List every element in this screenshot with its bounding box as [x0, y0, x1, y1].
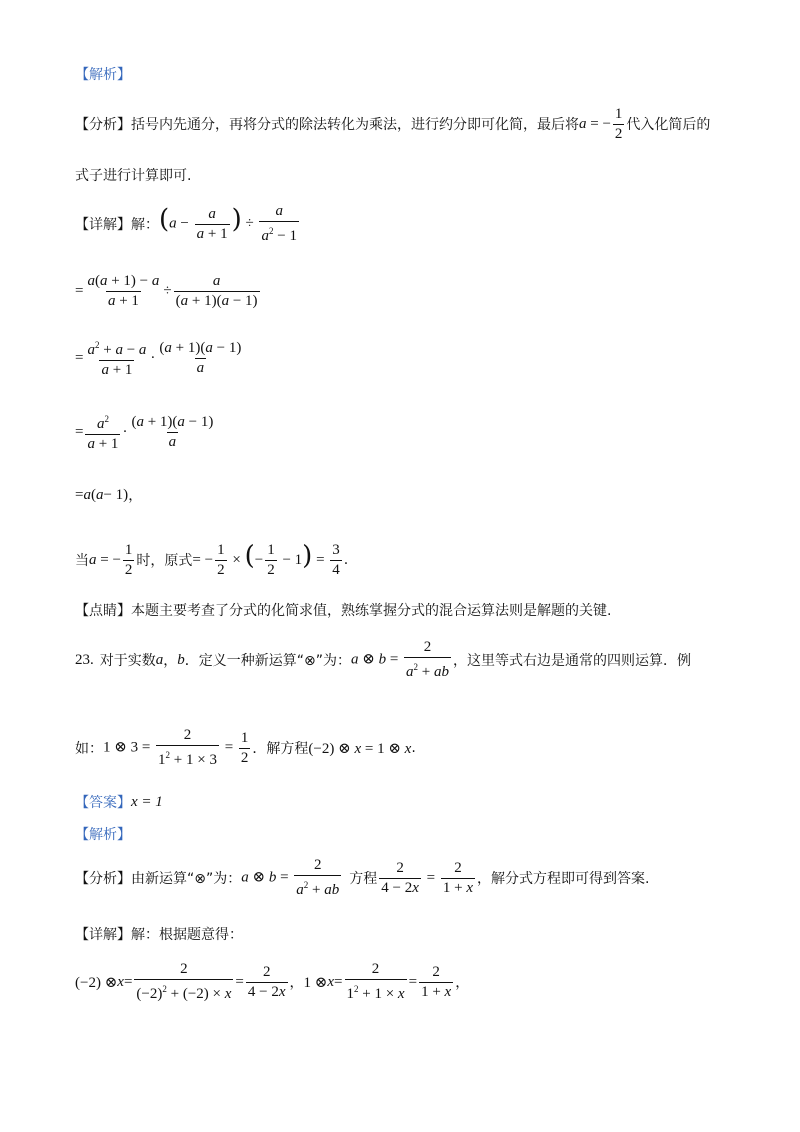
q23-analysis-line [75, 852, 649, 904]
dang-text: 当 [75, 553, 89, 569]
math-step-4: = a ( a − 1) ， [75, 486, 143, 504]
label-xiangjie: 【详解】 [75, 217, 131, 233]
section-label-jiexi [75, 64, 131, 84]
period: . [411, 740, 416, 756]
math-step-3: = $\frac{a^2}{a + 1}$ · $\frac{(a + 1)(a - 1)}{a}$ [75, 413, 214, 452]
dianjing-text: 本题主要考查了分式的化简求值，熟练掌握分式的混合运算法则是解题的关键. [131, 603, 612, 619]
math-target-equation: $\frac{2}{4 - 2x}$ = $\frac{2}{1 + x}$ [381, 859, 474, 896]
shi-yuanshi-text: 时，原式 [136, 553, 193, 569]
q22-detail-line [75, 198, 301, 250]
q23-stem-line-2 [75, 722, 416, 774]
q23-text-2: ．定义一种新运算“⊗”为： [184, 653, 351, 669]
label-xiangjie: 【详解】 [75, 927, 131, 943]
math-step-1: = $\frac{a(a + 1) - a}{a + 1}$ ÷ $\frac{a}{(a + 1)(a - 1)}$ [75, 272, 258, 309]
var-a: a [155, 651, 164, 668]
q23-analysis-text-2: ，解分式方程即可得到答案. [477, 871, 650, 887]
q23-stem-line-1 [75, 636, 691, 684]
q22-analysis-line [75, 94, 710, 154]
q22-analysis-text-2: 代入化简后的 [626, 117, 711, 133]
ru-text: 如： [75, 741, 103, 757]
label-fenxi: 【分析】 [75, 117, 131, 133]
math-detail-derivation: (−2) ⊗ x = $\frac{2}{(-2)^2 + (-2) \times x}$ = $\frac{2}{4 - 2x}$ ， 1 ⊗ x = $\frac{2}{1^2 + 1 \times x}$ = $\frac{2}{1 + x}$ ， [75, 961, 470, 1002]
question-number: 23. [75, 651, 94, 668]
q23-answer-line [75, 792, 163, 812]
label-fenxi: 【分析】 [75, 871, 131, 887]
math-a-value: a = − $\frac{1}{2}$ [579, 105, 623, 142]
math-example: 1 ⊗ 3 = $\frac{2}{1^2 + 1 \times 3}$ = $\frac{1}{2}$ [103, 727, 249, 768]
section-label-jiexi-2 [75, 824, 131, 844]
q23-text-4: ．解方程 [252, 741, 309, 757]
q23-detail-line [75, 924, 243, 944]
label-daan: 【答案】 [75, 795, 131, 811]
math-a-half: a = − $\frac{1}{2}$ [89, 541, 133, 578]
math-step-2: = $\frac{a^2 + a - a}{a + 1}$ · $\frac{(a + 1)(a - 1)}{a}$ [75, 339, 242, 378]
fangcheng-text: 方程 [349, 871, 378, 887]
detail-intro-text: 解：根据题意得： [131, 927, 243, 943]
var-b: b [177, 651, 185, 668]
q22-substitute-line [75, 534, 348, 586]
answer-value: x = 1 [131, 793, 163, 810]
q23-text-1: 对于实数 [99, 653, 156, 669]
comma: ， [128, 488, 143, 504]
label-dianjing: 【点睛】 [75, 603, 131, 619]
q22-analysis-text: 括号内先通分，再将分式的除法转化为乘法，进行约分即可化简，最后将 [131, 117, 579, 133]
q23-sep: ， [163, 653, 178, 669]
label-text: 【解析】 [75, 67, 131, 83]
q23-text-3: ，这里等式右边是通常的四则运算．例 [453, 653, 692, 669]
jie-text: 解： [131, 217, 159, 233]
q22-dianjing-line [75, 600, 611, 620]
period: . [343, 552, 349, 568]
q23-analysis-text-1: 由新运算“⊗”为： [131, 871, 242, 887]
math-evaluation: = − $\frac{1}{2}$ × (− $\frac{1}{2}$ − 1) = $\frac{3}{4}$ [192, 540, 340, 578]
math-definition-2: a ⊗ b = $\frac{2}{a^2 + ab}$ [241, 857, 340, 898]
q22-analysis-text-3: 式子进行计算即可. [75, 168, 192, 184]
math-expression-original: (a − $\frac{a}{a + 1}$ ) ÷ $\frac{a}{a^2 - 1}$ [159, 203, 297, 244]
label-text: 【解析】 [75, 827, 131, 843]
math-equation: (−2) ⊗ x = 1 ⊗ x [308, 740, 412, 757]
math-definition: a ⊗ b = $\frac{2}{a^2 + ab}$ [351, 639, 450, 680]
q22-analysis-line-2 [75, 165, 191, 185]
